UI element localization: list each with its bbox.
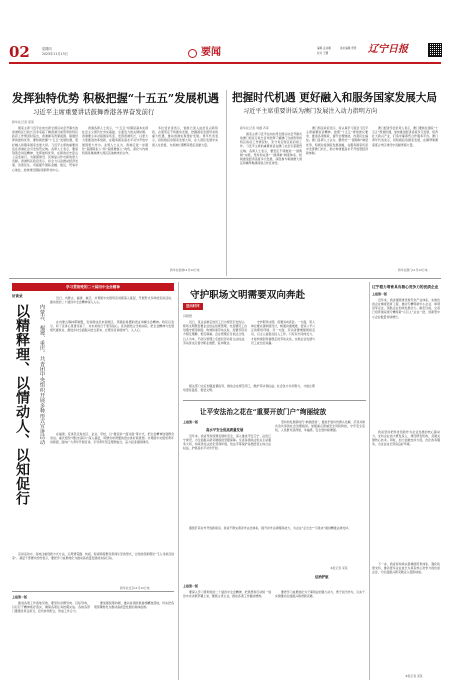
page-number: 02 bbox=[9, 43, 30, 61]
article4-col2: 守护职场文明，需要双向奔赴。一方面，用人单位要完善制度设计，畅通沟通渠道，营造公平公正的职场环境；另一方面，劳动者要增强规则意识，以主人翁姿态投入工作。只有双方同向发力，才能构建起和谐稳定的劳动关系，实现企业发展与员工成长的双赢。 bbox=[251, 320, 315, 345]
article6-body1: 近年来，我省围绕建设现代化产业体系，实施优质企业梯度培育工程，推动专精特新中小企业、单项冠军企业、领航企业加快发展壮大。截至目前，全省已培育国家级专精特新“小巨人”企业一批，创新型中小企业数量持续增长。 bbox=[372, 298, 440, 319]
editor-name: 编辑 孟诗娴 bbox=[317, 47, 331, 50]
designer-name: 美术编辑 曾青 bbox=[340, 47, 357, 50]
article3-kicker: 访谈录 bbox=[12, 294, 23, 298]
article4-title: 守护职场文明需要双向奔赴 bbox=[190, 290, 306, 301]
qr-code-icon bbox=[428, 43, 442, 57]
masthead bbox=[0, 0, 450, 64]
article8-body: 要深入学习贯彻党的二十届四中全会精神，把思想和行动统一到党中央决策部署上来，聚焦主责主业，推动各项工作提质增效。 bbox=[183, 590, 271, 599]
article3-body1: 在内蒙古锡林郭勒盟，宣讲团成员来到牧区，用通俗易懂的语言讲解全会精神。牧民们表示，听了宣讲心里更亮堂了，对未来的日子更有信心。宣讲团结合当地实际，把全会精神与发展现代畜牧业、推进乡村全面振兴结合起来，让理论宣讲接地气、入人心。 bbox=[50, 320, 174, 333]
article6-title: 辽宁着力培育具有核心竞争力的优质企业 bbox=[372, 285, 439, 289]
article5-subhead1: 高水平安全促高质量发展 bbox=[206, 428, 244, 432]
article1-subtitle: 习近平主席重要讲话鼓舞香港各界奋发前行 bbox=[33, 108, 155, 116]
section-rule bbox=[9, 278, 441, 279]
article5-footer: 本报记者 某某 bbox=[330, 566, 348, 570]
section-logo-icon bbox=[188, 49, 197, 58]
article4-byline: 冯朝德 bbox=[183, 314, 193, 318]
article5-subhead2: 法治护航 bbox=[315, 575, 329, 579]
article5-title: 让平安法治之花在“重要开放门户”绚丽绽放 bbox=[200, 408, 327, 416]
article3-footer: 新华社北京11月12日电 bbox=[120, 586, 150, 590]
article1-title: 发挥独特优势 积极把握“十五五”发展机遇 bbox=[12, 91, 219, 105]
article3-title: 以精释理、以情动人、以知促行 bbox=[14, 304, 30, 506]
article7-kicker: 上接第一版 bbox=[12, 595, 28, 599]
article6-footer: 本报记者 某某 bbox=[405, 674, 423, 678]
masthead-rule bbox=[9, 62, 441, 64]
issue-date: 2025年11月13日 bbox=[42, 52, 68, 56]
section-title: 要闻 bbox=[201, 47, 221, 58]
article3-subtitle: 内蒙古、福建、重庆、共青团中央组织开展多种形式宣讲活动 bbox=[39, 304, 45, 445]
article2-col2: 澳门特区政府表示，将认真学习领会习近平主席重要讲话精神，按照“十五五”规划建议要求，推进各项施政，提升治理效能，改善民生福祉。澳门各界人士认为，要用好“一国两制”制度优势，积极对接国家发展战略，在服务国家所需中发挥澳门所长，助力构建更高水平开放型经济新体制。 bbox=[306, 126, 368, 155]
article1-col1: 国家主席习近平在向出席全国运动会开幕式的香港特区行政长官李家超了解香港当前形势和特区政府工作情况时指出，香港拥有背靠祖国、联通世界的独特优势，要积极把握“十五五”发展机遇，更好融入和服务国家发展大局。习近平主席的重要讲话在香港社会引发热烈反响。各界人士表示，要深刻领会讲话精神，发挥独特优势，在新的历史起点上奋发前行，为强国建设、民族复兴作出新的更大贡献。香港特区政府表示，将全力以赴推动经济发展、改善民生，巩固提升国际金融、航运、贸易中心地位，加快建设国际创新科技中心。 bbox=[12, 126, 78, 172]
article1-footer: 新华社香港11月12日电 bbox=[170, 268, 200, 272]
lower-left-rule bbox=[12, 591, 174, 592]
article5-body2: 坚持和发展新时代“枫桥经验”，推进矛盾纠纷源头化解，打造共建共治共享的社会治理格局。加强重点领域安全风险防控，守牢安全底线，人民群众获得感、幸福感、安全感持续增强。 bbox=[275, 420, 365, 433]
issue-weekday: 星期四 bbox=[42, 47, 52, 51]
proofreader-name: 校对 王馨 bbox=[317, 52, 329, 55]
article1-byline: 新华社记者 某某 bbox=[12, 120, 34, 124]
article2-title: 把握时代机遇 更好融入和服务国家发展大局 bbox=[232, 92, 437, 104]
article3-body3: 宣讲活动中，各地注重创新方式方法，运用情景剧、快板、短视频等群众喜闻乐见的形式，让党的创新理论“飞入寻常百姓家”。基层干部群众纷纷表示，要把学习成果转化为推动高质量发展的实际行动。 bbox=[12, 552, 174, 561]
article8-body2: 要把学习成果转化为干事创业的强大动力，勇于担当作为，以实干实绩推动全面振兴取得新突破。 bbox=[275, 590, 365, 599]
article3-body2: 在福建，宣讲员走进社区、企业、学校，以“微宣讲”“面对面”等方式，把全会精神送到群众身边。重庆组织“理论轻骑兵”深入基层，用群众听得懂的语言讲好新思想。共青团中央组织青年讲师团，面向广大青年开展宣讲，引导青年坚定理想信念，奋力投身强国建设。 bbox=[50, 432, 174, 445]
paper-name: 辽宁日报 bbox=[368, 44, 408, 55]
article6-kicker: 上接第一版 bbox=[372, 292, 388, 296]
article3-banner: 学习贯彻党的二十届四中全会精神 bbox=[12, 283, 174, 291]
column-divider-3 bbox=[369, 282, 370, 680]
center-rule bbox=[183, 400, 366, 401]
article2-col1: 国家主席习近平在向出席全国运动会开幕式的澳门特区行政长官岑浩辉了解澳门当前形势和特区政府工作情况时，充分肯定特区政府的工作。习近平主席的重要讲话在澳门社会引起强烈反响。各界人士表示，要坚定不移推进“一国两制”实践，坚持和完善“一国两制”制度体系，积极推进经济适度多元发展，深度参与粤港澳大湾区和横琴粤澳深度合作区建设。 bbox=[240, 132, 302, 166]
article4-col1: 近日，某企业制定的员工行为规范引发热议。职场文明既需要企业依法依规管理，也需要员工自觉遵守规章制度。构建和谐劳动关系，需要劳资双方相互理解、相互尊重。企业管理应当依法合规、以人为本，不能以管理之名侵犯劳动者合法权益；劳动者也应恪守职业道德，爱岗敬业。 bbox=[183, 320, 247, 345]
article1-col2: 香港各界人士表示，“十五五”时期是基本实现社会主义现代化夯实基础、全面发力的关键时期。香港要主动对接国家所需，发挥香港所长，以更大力度推进改革创新，在服务国家高水平对外开放中展现更大作为。业界人士认为，香港应进一步强化“超级联系人”和“超级增值人”角色，深化与内地特别是粤港澳大湾区其他城市的合作。 bbox=[82, 126, 148, 155]
article6-body2: 我省坚持把科技创新作为企业发展的核心驱动力，支持企业加大研发投入，建设研发机构，突破关键核心技术。同时，加大金融支持力度，优化政务服务，为企业成长营造良好环境。 bbox=[372, 430, 440, 447]
article4-col3: 相关部门也应加强监督指导，推动企业规范用工，维护劳动者权益。社会各方共同努力，才能让职场更有温度、更显文明。 bbox=[183, 384, 315, 393]
article5-body3: 围绕打造对外开放新前沿，我省不断完善涉外法治体系，提升涉外法律服务能力，为企业“走出去”“引进来”提供精准法律支持。 bbox=[189, 526, 352, 530]
article6-body3: 下一步，我省将持续完善梯度培育体系，强化政策支持，推动更多企业成长为具有核心竞争力的优质企业，为全面振兴新突破注入强劲动能。 bbox=[372, 562, 440, 575]
article4-section-label: 送出时评 bbox=[183, 303, 203, 310]
article7-body: 推进各项工作落地见效，要坚持问题导向、目标导向，以钉钉子精神抓好落实，确保各项任务按期完成。各地各部门要强化责任担当，密切协作配合，形成工作合力。 bbox=[12, 601, 90, 614]
column-divider bbox=[226, 90, 227, 276]
article2-byline: 新华社记者 刘刚 齐菲 bbox=[240, 126, 269, 130]
article3-lead: 近日，内蒙古、福建、重庆、共青团中央组织宣讲团深入基层，开展形式多样的宣讲活动，推动党的二十届四中全会精神深入人心。 bbox=[50, 296, 174, 305]
article5-body1: 近年来，我省坚持统筹发展和安全，深入推进平安辽宁、法治辽宁建设，为全面振兴新突破提供坚强保障。全省各级政法机关主动服务大局，持续优化法治化营商环境，依法平等保护各类经营主体合法权益，护航高水平对外开放。 bbox=[183, 434, 271, 451]
article2-col3: 澳门经济学会负责人表示，澳门要抓住国家“十五五”规划机遇，加快推进经济适度多元发展，培育壮大新兴产业，打造中葡商贸合作服务平台。澳门青年代表表示，将积极投身国家发展，在横琴粤澳深度合作区建设中贡献青春力量。 bbox=[372, 126, 438, 147]
article8-kicker: 上接第一版 bbox=[183, 584, 199, 588]
article2-footer: 新华社澳门11月12日电 bbox=[398, 268, 428, 272]
column-divider-2 bbox=[178, 282, 179, 680]
article5-kicker: 上接第一版 bbox=[183, 420, 199, 424]
article2-subtitle: 习近平主席重要讲话为澳门发展注入动力指明方向 bbox=[243, 108, 378, 115]
article1-col3: 多位受访者表示，香港已进入由治及兴新阶段，必须坚定不移推动发展，把握国家发展带来的重大机遇，推动香港实现更好发展。青年代表表示，将积极投身国家发展大局，在大湾区发展中实现人生价值，为香港长期繁荣稳定贡献力量。 bbox=[152, 126, 218, 147]
article7-body2: 要加强统筹协调，推动各项政策措施精准落地，切实把各项部署转化为推动高质量发展的具体成效。 bbox=[94, 601, 174, 610]
